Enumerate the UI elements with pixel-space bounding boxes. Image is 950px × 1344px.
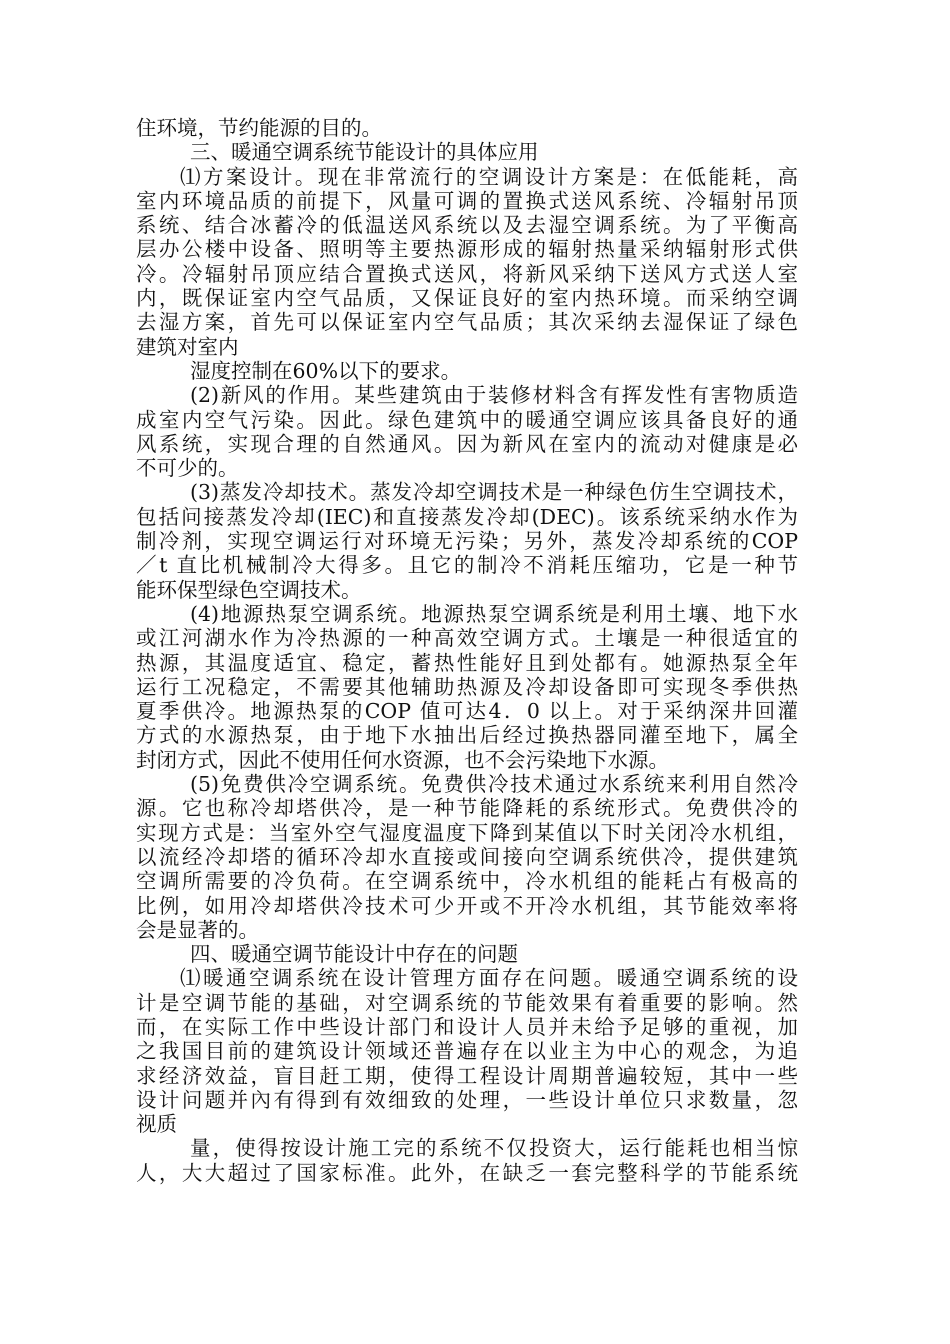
text-line: 视质 — [136, 1112, 177, 1137]
text-line: 方式的水源热泵，由于地下水抽出后经过换热器同灌至地下，属全 — [136, 723, 798, 748]
text-line: 风系统，实现合理的自然通风。因为新风在室内的流动对健康是必 — [136, 431, 798, 456]
text-line: ／t 直比机械制冷大得多。且它的制冷不消耗压缩功，它是一种节 — [136, 553, 798, 578]
text-line: (4)地源热泵空调系统。地源热泵空调系统是利用土壤、地下水 — [190, 601, 798, 626]
text-line: 设计问题并內有得到有效细致的处理，一些设计单位只求数量，忽 — [136, 1087, 798, 1112]
section-heading: 四、暖通空调节能设计中存在的问题 — [190, 942, 518, 967]
section-heading: 三、暖通空调系统节能设计的具体应用 — [190, 140, 539, 165]
text-line: 湿度控制在60%以下的要求。 — [190, 358, 462, 383]
text-line: 之我国目前的建筑设计领域还普遍存在以业主为中心的观念，为追 — [136, 1039, 798, 1064]
text-line: 比例，如用冷却塔供冷技术可少开或不开冷水机组，其节能效率将 — [136, 893, 798, 918]
text-line: 量，使得按设计施工完的系统不仅投资大，运行能耗也相当惊 — [190, 1136, 798, 1161]
text-line: 制冷剂，实现空调运行对环境无污染；另外，蒸发冷却系统的COP — [136, 529, 798, 554]
text-line: 层办公楼中设备、照明等主要热源形成的辐射热量采纳辐射形式供 — [136, 237, 798, 262]
text-line: 内，既保证室内空气品质，又保证良好的室内热环境。而采纳空调 — [136, 286, 798, 311]
text-line: (2)新风的作用。某些建筑由于装修材料含有挥发性有害物质造 — [190, 383, 798, 408]
text-line: 能环保型绿色空调技术。 — [136, 577, 362, 602]
text-line: 求经济效益，盲目赶工期，使得工程设计周期普遍较短，其中一些 — [136, 1063, 798, 1088]
text-line: 以流经冷却塔的循环冷却水直接或间接向空调系统供冷，提供建筑 — [136, 844, 798, 869]
text-line: 或江河湖水作为冷热源的一种高效空调方式。土壤是一种很适宜的 — [136, 626, 798, 651]
text-line: 成室内空气污染。因此。绿色建筑中的暖通空调应该具备良好的通 — [136, 407, 798, 432]
text-line: 包括问接蒸发冷却(IEC)和直接蒸发冷却(DEC)。该系统采纳水作为 — [136, 504, 798, 529]
text-line: 会是显著的。 — [136, 917, 259, 942]
text-line: 源。它也称冷却塔供冷，是一种节能降耗的系统形式。免费供冷的 — [136, 796, 798, 821]
text-line: 空调所需要的冷负荷。在空调系统中，冷水机组的能耗占有极高的 — [136, 869, 798, 894]
text-line: 人，大大超过了国家标准。此外，在缺乏一套完整科学的节能系统 — [136, 1160, 798, 1185]
text-line: 运行工况稳定，不需要其他辅助热源及冷却设备即可实现冬季供热 — [136, 674, 798, 699]
text-line: 计是空调节能的基础，对空调系统的节能效果有着重要的影响。然 — [136, 990, 798, 1015]
text-line: 热源，其温度适宜、稳定，蓄热性能好且到处都有。她源热泵全年 — [136, 650, 798, 675]
document-body — [136, 116, 798, 1185]
text-line: 不可少的。 — [136, 456, 239, 481]
text-line: ⑴方案设计。现在非常流行的空调设计方案是：在低能耗，高 — [180, 164, 798, 189]
text-line: 夏季供冷。地源热泵的COP 值可达4．0 以上。对于采纳深井回灌 — [136, 699, 798, 724]
text-line: ⑴暖通空调系统在设计管理方面存在问题。暖通空调系统的设 — [180, 966, 798, 991]
text-line: 去湿方案，首先可以保证室内空气品质；其次采纳去湿保证了绿色 — [136, 310, 798, 335]
text-line: 实现方式是：当室外空气湿度温度下降到某值以下时关闭冷水机组， — [136, 820, 798, 845]
text-line: 建筑对室内 — [136, 334, 239, 359]
text-line: 住环境，节约能源的目的。 — [136, 116, 382, 140]
text-line: 而，在实际工作中些设计部门和设计人员并未给予足够的重视，加 — [136, 1014, 798, 1039]
text-line: (5)免费供冷空调系统。免费供冷技术通过水系统来利用自然冷 — [190, 772, 798, 797]
text-line: 室内环境品质的前提下，风量可调的置换式送风系统、冷辐射吊顶 — [136, 188, 798, 213]
text-line: 封闭方式，因此不使用任何水资源，也不会污染地下水源。 — [136, 747, 669, 772]
text-line: 系统、结合冰蓄冷的低温送风系统以及去湿空调系统。为了平衡高 — [136, 213, 798, 238]
text-line: (3)蒸发冷却技术。蒸发冷却空调技术是一种绿色仿生空调技术， — [190, 480, 798, 505]
text-line: 冷。冷辐射吊顶应结合置换式送风，将新风采纳下送风方式送人室 — [136, 261, 798, 286]
